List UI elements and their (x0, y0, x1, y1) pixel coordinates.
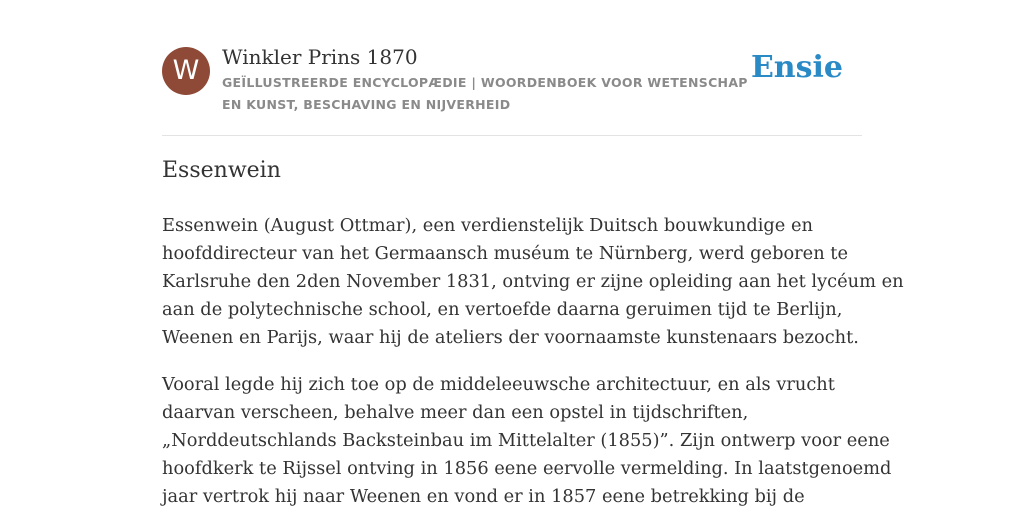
text-line: hoofddirecteur van het Germaansch muséum te Nürnberg, werd geboren te (162, 243, 848, 264)
source-avatar[interactable]: W (162, 47, 210, 95)
text-line: hoofdkerk te Rijssel ontving in 1856 eene eervolle vermelding. In laatstgenoemd (162, 458, 892, 479)
paragraph (162, 371, 892, 511)
text-line: aan de polytechnische school, en vertoefde daarna geruimen tijd te Berlijn, (162, 299, 843, 320)
source-subtitle: GEÏLLUSTREERDE ENCYCLOPÆDIE | WOORDENBOEK VOOR WETENSCHAP EN KUNST, BESCHAVING EN NIJVERHEID (222, 75, 748, 112)
source-title[interactable]: Winkler Prins 1870 (222, 45, 418, 69)
article-title: Essenwein (162, 158, 281, 183)
text-line: Vooral legde hij zich toe op de middeleeuwsche architectuur, en als vrucht (162, 374, 835, 395)
text-line: Karlsruhe den 2den November 1831, ontving er zijne opleiding aan het lycéum en (162, 271, 904, 292)
text-line: daarvan verscheen, behalve meer dan een opstel in tijdschriften, (162, 402, 749, 423)
article-body (162, 212, 904, 512)
text-line: Weenen en Parijs, waar hij de ateliers der voornaamste kunstenaars bezocht. (162, 327, 859, 348)
text-line: Essenwein (August Ottmar), een verdienstelijk Duitsch bouwkundige en (162, 215, 813, 236)
header-divider (162, 135, 862, 136)
text-line: „Norddeutschlands Backsteinbau im Mittelalter (1855)”. Zijn ontwerp voor eene (162, 430, 890, 451)
text-line: jaar vertrok hij naar Weenen en vond er in 1857 eene betrekking bij de (162, 486, 805, 507)
ensie-logo-link[interactable]: Ensie (750, 50, 843, 85)
paragraph (162, 212, 904, 352)
